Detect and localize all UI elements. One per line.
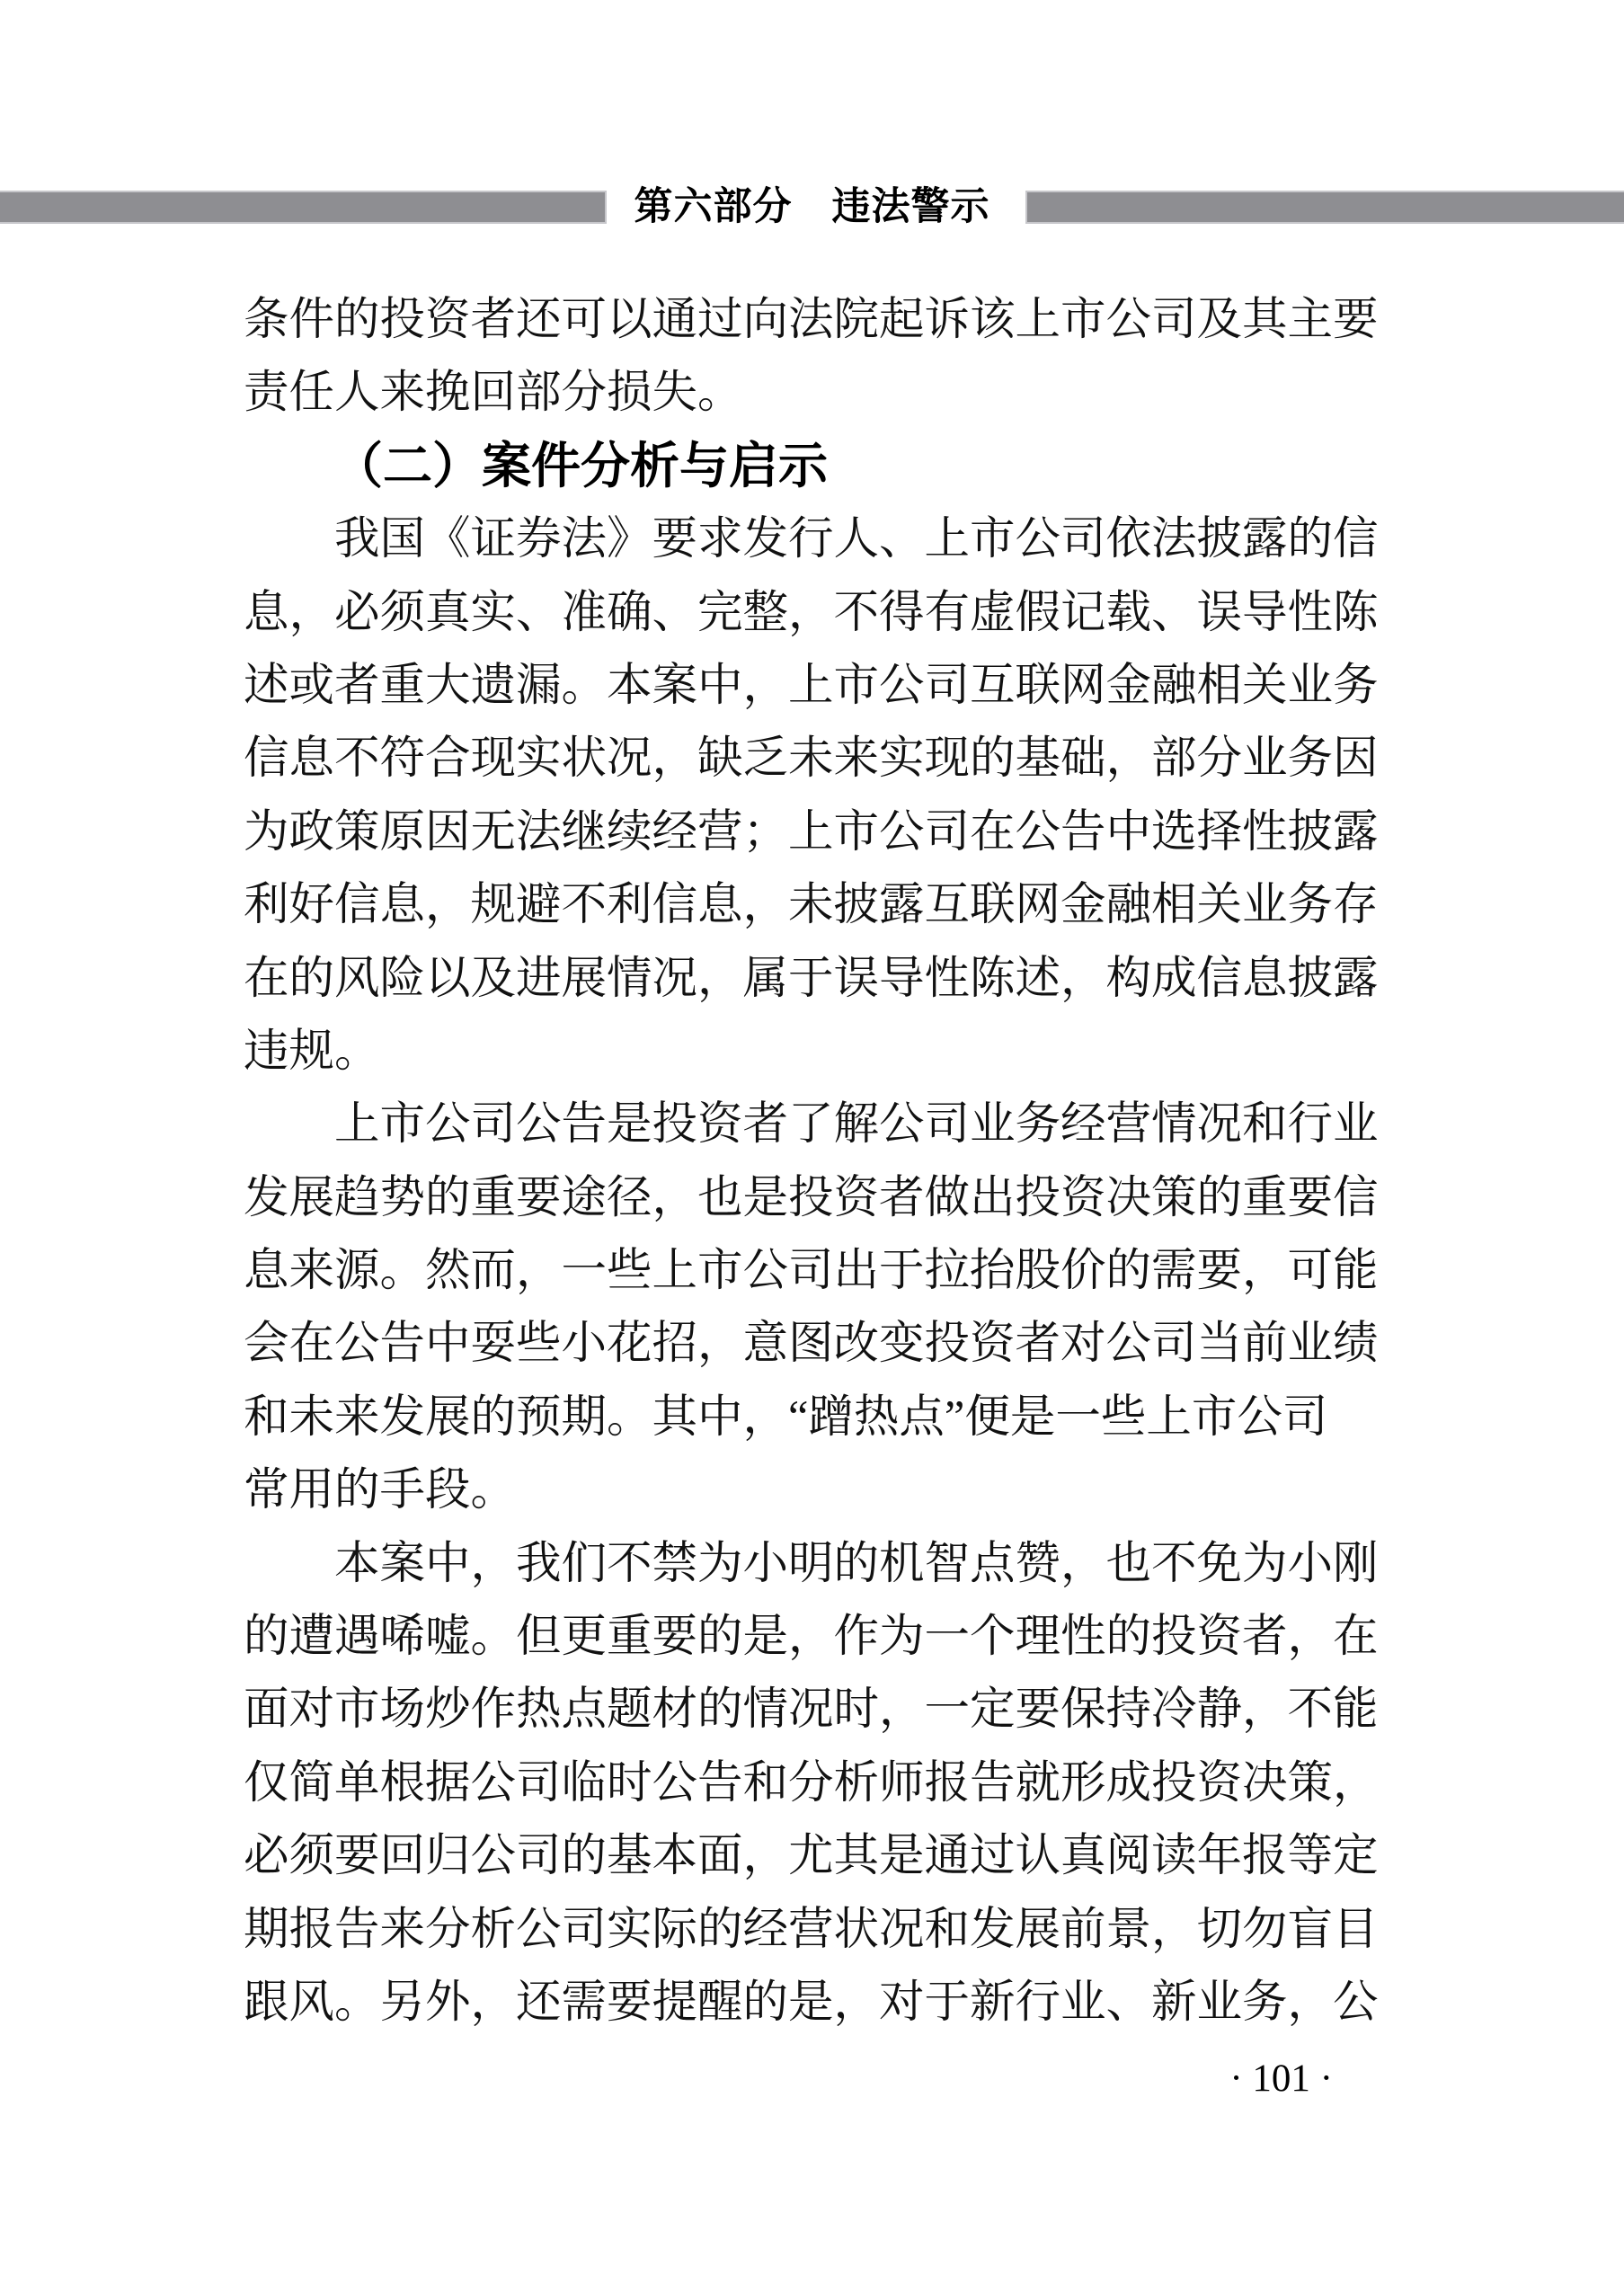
text-line: 为政策原因无法继续经营；上市公司在公告中选择性披露 [244, 805, 1379, 857]
text-line: 信息不符合现实状况，缺乏未来实现的基础，部分业务因 [244, 733, 1379, 784]
text-line: 条件的投资者还可以通过向法院起诉该上市公司及其主要 [244, 294, 1379, 344]
text-line: 的遭遇唏嘘。但更重要的是，作为一个理性的投资者，在 [244, 1611, 1379, 1662]
text-line: 上市公司公告是投资者了解公司业务经营情况和行业 [334, 1098, 1379, 1150]
text-line: 会在公告中耍些小花招，意图改变投资者对公司当前业绩 [244, 1318, 1379, 1369]
text-line: 仅简单根据公司临时公告和分析师报告就形成投资决策， [244, 1756, 1379, 1808]
text-line: 期报告来分析公司实际的经营状况和发展前景，切勿盲目 [244, 1903, 1379, 1954]
text-line: 利好信息，规避不利信息，未披露互联网金融相关业务存 [244, 879, 1379, 930]
text-line: 违规。 [244, 1025, 380, 1076]
text-line: 常用的手段。 [244, 1464, 516, 1515]
section-heading: （二）案件分析与启示 [333, 437, 829, 493]
page-number: · 101 · [1229, 2057, 1333, 2100]
running-header [0, 185, 1624, 228]
text-line: 息，必须真实、准确、完整，不得有虚假记载、误导性陈 [244, 586, 1379, 637]
text-line: 我国《证券法》要求发行人、上市公司依法披露的信 [334, 513, 1379, 564]
text-line: 在的风险以及进展情况，属于误导性陈述，构成信息披露 [244, 952, 1379, 1003]
text-line: 发展趋势的重要途径，也是投资者做出投资决策的重要信 [244, 1171, 1379, 1222]
text-line: 和未来发展的预期。其中，“蹭热点”便是一些上市公司 [244, 1391, 1328, 1442]
text-line: 跟风。另外，还需要提醒的是，对于新行业、新业务，公 [244, 1976, 1379, 2027]
text-line: 必须要回归公司的基本面，尤其是通过认真阅读年报等定 [244, 1830, 1379, 1881]
text-line: 面对市场炒作热点题材的情况时，一定要保持冷静，不能 [244, 1684, 1379, 1735]
text-line: 责任人来挽回部分损失。 [244, 367, 743, 418]
text-line: 述或者重大遗漏。本案中，上市公司互联网金融相关业务 [244, 659, 1379, 710]
text-line: 息来源。然而，一些上市公司出于拉抬股价的需要，可能 [244, 1245, 1379, 1296]
body-text [244, 283, 1380, 2039]
text-line: 本案中，我们不禁为小明的机智点赞，也不免为小刚 [334, 1537, 1379, 1588]
header-title: 第六部分 违法警示 [634, 185, 990, 228]
